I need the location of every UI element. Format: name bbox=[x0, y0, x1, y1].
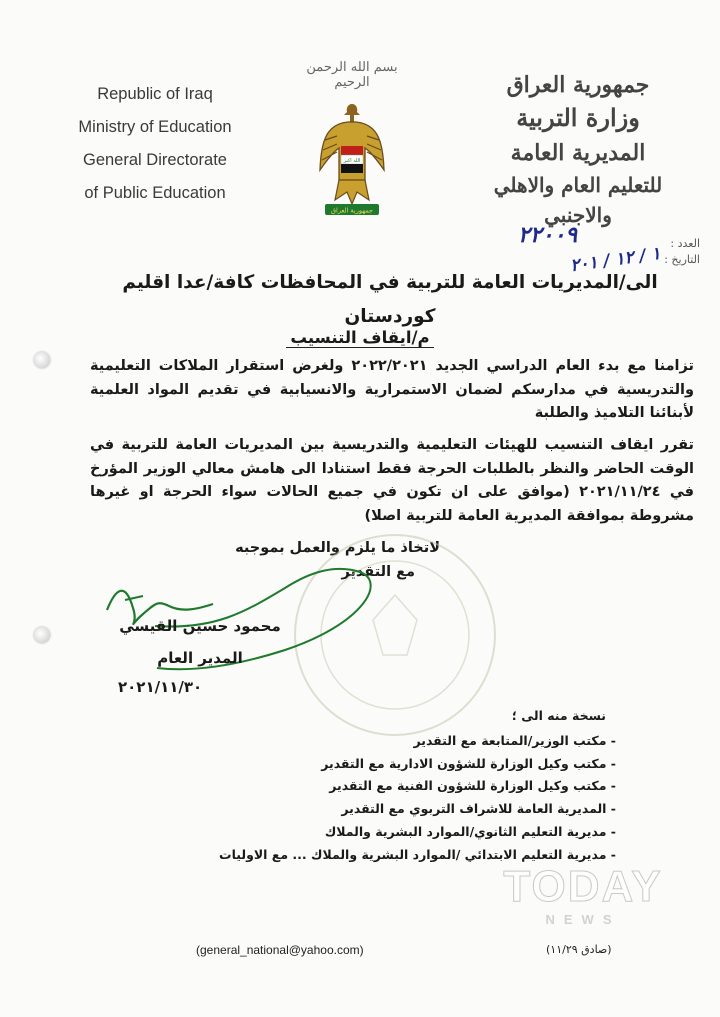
copies-heading: نسخة منه الى ؛ bbox=[511, 708, 606, 723]
list-item: - مكتب الوزير/المتابعة مع التقدير bbox=[413, 733, 616, 748]
subject-text: م/ايقاف التنسيب bbox=[286, 328, 433, 348]
document-meta bbox=[664, 236, 700, 268]
list-item: - مديرية التعليم الابتدائي /الموارد البشرية والملاك ... مع الاوليات bbox=[219, 846, 616, 862]
letterhead-ar-line: للتعليم العام والاهلي والاجنبي bbox=[493, 173, 663, 227]
closing-action: لاتخاذ ما يلزم والعمل بموجبه bbox=[235, 540, 440, 556]
list-item: - المديرية العامة للاشراف التربوي مع التقدير bbox=[341, 801, 616, 817]
watermark-subtitle: NEWS bbox=[545, 912, 621, 927]
copies-list bbox=[219, 730, 616, 866]
letterhead-en-line: of Public Education bbox=[84, 184, 226, 202]
arabic-letterhead bbox=[458, 70, 698, 230]
svg-text:الله اكبر: الله اكبر bbox=[343, 158, 361, 164]
footer-email: (general_national@yahoo.com) bbox=[196, 943, 364, 957]
signer-name: محمود حسين القيسي bbox=[119, 617, 281, 635]
date-label: التاريخ : bbox=[664, 253, 700, 266]
footer-code: (صادق ١١/٢٩) bbox=[546, 943, 612, 956]
iraq-eagle-emblem-icon bbox=[317, 100, 387, 220]
signer-title: المدير العام bbox=[157, 649, 243, 667]
punch-hole bbox=[34, 627, 50, 643]
list-item: - مكتب وكيل الوزارة للشؤون الادارية مع التقدير bbox=[321, 755, 616, 771]
handwritten-date: ١ / ١٢ / ٢٠١ bbox=[569, 243, 662, 277]
watermark-title: TODAY bbox=[503, 862, 663, 911]
closing-regards: مع التقدير bbox=[341, 564, 415, 580]
english-letterhead bbox=[60, 78, 250, 210]
handwritten-number: ٢٢٠٠٩ bbox=[518, 222, 578, 248]
addressee: الى/المديريات العامة للتربية في المحافظات كافة/عدا اقليم كوردستان bbox=[122, 272, 658, 327]
emblem-banner-text: جمهورية العراق bbox=[331, 206, 373, 215]
letterhead-ar-line: المديرية العامة bbox=[510, 140, 646, 166]
letterhead-en-line: Ministry of Education bbox=[78, 118, 232, 136]
list-item: - مديرية التعليم الثانوي/الموارد البشرية والملاك bbox=[324, 823, 616, 839]
today-news-watermark bbox=[498, 862, 668, 942]
subject-line bbox=[0, 328, 720, 347]
letterhead-en-line: Republic of Iraq bbox=[97, 85, 213, 103]
bismillah: بسم الله الرحمن الرحيم bbox=[306, 60, 398, 90]
number-label: العدد : bbox=[670, 237, 700, 250]
list-item: - مكتب وكيل الوزارة للشؤون الفنية مع التقدير bbox=[329, 778, 616, 794]
letterhead-ar-line: جمهورية العراق bbox=[506, 72, 650, 98]
body-paragraph-1: تزامنا مع بدء العام الدراسي الجديد ٢٠٢٢/٢٠٢١ ولغرض استقرار الملاكات التعليمية والتدريسية في مدارسكم لضمان الاستمرارية والانسيابية في تقديم المواد العلمية لأبنائنا التلاميذ والطلبة bbox=[90, 358, 694, 421]
signature-date: ٢٠٢١/١١/٣٠ bbox=[118, 678, 203, 696]
letterhead-en-line: General Directorate bbox=[83, 151, 227, 169]
punch-hole bbox=[34, 352, 50, 368]
letterhead-ar-line: وزارة التربية bbox=[516, 103, 640, 132]
body-paragraph-2: تقرر ايقاف التنسيب للهيئات التعليمية والتدريسية بين المديريات العامة للتربية في الوقت الحاضر والنظر بالطلبات الحرجة فقط استنادا الى هامش معالي الوزير المؤرخ في ٢٠٢١/١١/٢٤ (موافق على ان تكون في جميع الحالات سواء الحرجة او غيرها مشروطة بموافقة المديرية العامة للتربية اصلا) bbox=[90, 437, 694, 524]
